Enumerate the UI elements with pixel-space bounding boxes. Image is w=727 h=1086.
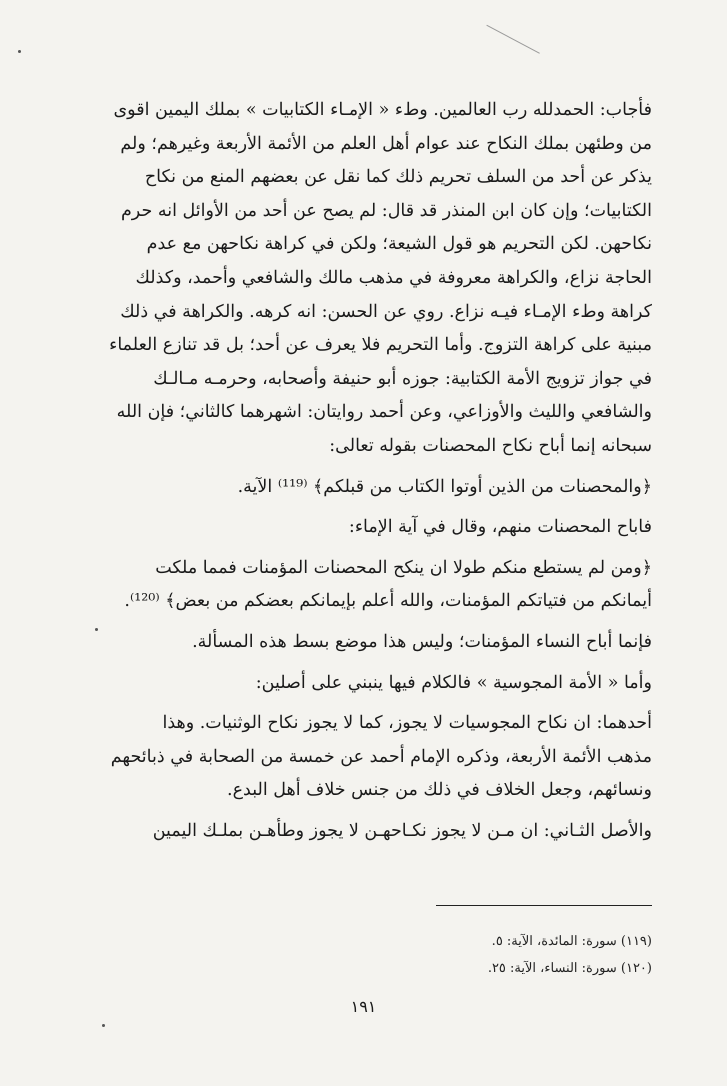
page-corner-mark xyxy=(486,0,553,54)
text-line: ونسائهم، وجعل الخلاف في ذلك من جنس خلاف أهل البدع. xyxy=(227,780,652,801)
text-line: الكتابيات؛ وإن كان ابن المنذر قد قال: لم يصح عن أحد من الأوائل انه حرم xyxy=(120,200,652,221)
body-text xyxy=(62,94,652,848)
text-line: مبنية على كراهة التزوج. وأما التحريم فلا يعرف عن أحد؛ بل قد تنازع العلماء xyxy=(109,335,652,356)
text-line: سبحانه إنما أباح نكاح المحصنات بقوله تعالى: xyxy=(329,435,652,456)
text-line: والأصل الثـاني: ان مـن لا يجوز نكـاحهـن لا يجوز وطأهـن بملـك اليمين xyxy=(152,820,652,841)
text-line: فأجاب: الحمدلله رب العالمين. وطء « الإمـاء الكتابيات » بملك اليمين اقوى xyxy=(113,100,652,120)
text-line: يذكر عن أحد من السلف تحريم ذلك كما نقل عن بعضهم المنع من نكاح xyxy=(144,167,652,188)
text-line: أحدهما: ان نكاح المجوسيات لا يجوز، كما لا يجوز نكاح الوثنيات. وهذا xyxy=(162,713,652,734)
footnote: (١١٩) سورة: المائدة، الآية: ٥. xyxy=(491,934,652,949)
text-line: الحاجة نزاع، والكراهة معروفة في مذهب مالك والشافعي وأحمد، وكذلك xyxy=(135,267,652,288)
text-line: في جواز تزويج الأمة الكتابية: جوزه أبو حنيفة وأصحابه، وحرمـه مـالـك xyxy=(153,368,652,389)
footnote-divider xyxy=(436,905,652,906)
quran-verse: ﴿ومن لم يستطع منكم طولا ان ينكح المحصنات المؤمنات فمما ملكت xyxy=(155,557,652,578)
text-line: نكاحهن. لكن التحريم هو قول الشيعة؛ ولكن في كراهة نكاحهن مع عدم xyxy=(146,234,652,255)
page-number: ١٩١ xyxy=(350,997,377,1016)
footnote: (١٢٠) سورة: النساء، الآية: ٢٥. xyxy=(487,961,652,976)
scan-speck xyxy=(102,1024,105,1027)
text-line: والشافعي والليث والأوزاعي، وعن أحمد روايتان: اشهرهما كالثاني؛ فإن الله xyxy=(116,402,652,423)
text-line: كراهة وطء الإمـاء فيـه نزاع. روي عن الحسن: انه كرهه. والكراهة في ذلك xyxy=(120,301,652,322)
quran-verse: ﴿والمحصنات من الذين أوتوا الكتاب من قبلكم﴾ ⁽¹¹⁹⁾ الآية. xyxy=(237,476,652,497)
text-line: فاباح المحصنات منهم، وقال في آية الإماء: xyxy=(348,517,652,538)
text-line: فإنما أباح النساء المؤمنات؛ وليس هذا موضع بسط هذه المسألة. xyxy=(192,631,652,652)
scan-speck xyxy=(18,50,21,53)
text-line: مذهب الأئمة الأربعة، وذكره الإمام أحمد عن خمسة من الصحابة في ذبائحهم xyxy=(110,746,652,767)
text-line: من وطئهن بملك النكاح عند عوام أهل العلم من الأئمة الأربعة وغيرهم؛ ولم xyxy=(120,133,652,154)
quran-verse: أيمانكم من فتياتكم المؤمنات، والله أعلم بإيمانكم بعضكم من بعض﴾ ⁽¹²⁰⁾. xyxy=(124,591,652,612)
text-line: وأما « الأمة المجوسية » فالكلام فيها ينبني على أصلين: xyxy=(255,672,652,693)
